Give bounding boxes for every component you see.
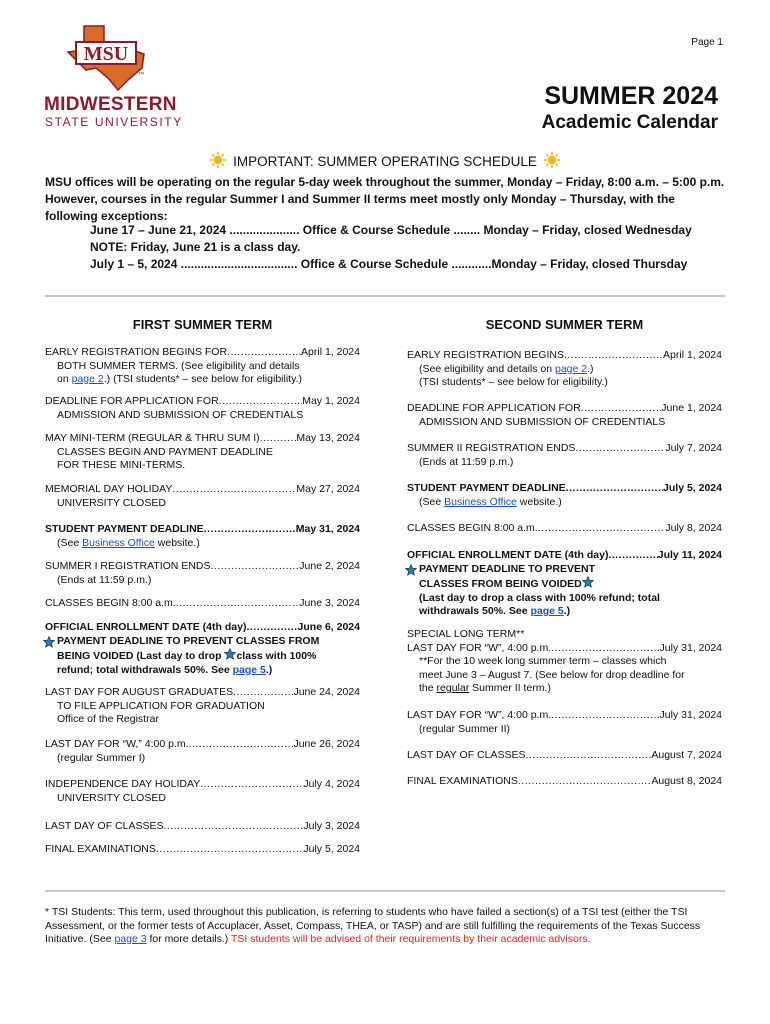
star-icon [43,636,55,648]
list-item: OFFICIAL ENROLLMENT DATE (4th day) ..... July 11, 2024 PAYMENT DEADLINE TO PREVENT CLASSES FROM BEING VOIDED (Last day to drop a class with 100% refund; total withdrawals 50%. See page 5.) [407,549,722,619]
list-item: EARLY REGISTRATION BEGINS ..... April 1, 2024 (See eligibility and details on page 2.) (TSI students* – see below for eligibility.) [407,349,722,390]
page-5-link[interactable]: page 5 [530,605,564,617]
logo-mark: MSU [83,43,129,65]
important-heading: IMPORTANT: SUMMER OPERATING SCHEDULE [0,152,770,169]
sun-icon [544,152,560,168]
texas-msu-logo-icon [66,22,148,92]
list-item: STUDENT PAYMENT DEADLINE ..... July 5, 2024 (See Business Office website.) [407,482,722,509]
list-item: MAY MINI-TERM (REGULAR & THRU SUM I) ..... May 13, 2024 CLASSES BEGIN AND PAYMENT DEADLINE FOR THESE MINI-TERMS. [45,432,360,473]
list-item: INDEPENDENCE DAY HOLIDAY ..... July 4, 2024 UNIVERSITY CLOSED [45,778,360,805]
list-item: LAST DAY FOR “W”, 4:00 p.m. ..... July 31, 2024 (regular Summer II) [407,709,722,736]
page-3-link[interactable]: page 3 [114,933,147,945]
second-summer-term [407,317,722,787]
sun-icon [210,152,226,168]
first-term-heading: FIRST SUMMER TERM [132,317,273,332]
university-subname: STATE UNIVERSITY [45,115,183,129]
divider [45,295,725,297]
star-icon [405,564,417,576]
list-item: SUMMER II REGISTRATION ENDS ..... July 7, 2024 (Ends at 11:59 p.m.) [407,442,722,469]
university-name: MIDWESTERN [44,94,177,115]
business-office-link[interactable]: Business Office [444,495,517,508]
page-subtitle: Academic Calendar [541,112,718,133]
list-item: EARLY REGISTRATION BEGINS FOR ..... April 1, 2024 BOTH SUMMER TERMS. (See eligibility and details on page 2.) (TSI students* – see below for eligibility.) [45,346,360,387]
list-item: LAST DAY OF CLASSES ..... July 3, 2024 [45,820,360,834]
exception-note: NOTE: Friday, June 21 is a class day. [90,240,301,254]
first-summer-term [45,317,360,855]
list-item: DEADLINE FOR APPLICATION FOR ..... May 1, 2024 ADMISSION AND SUBMISSION OF CREDENTIALS [45,395,360,422]
business-office-link[interactable]: Business Office [82,536,155,549]
list-item: FINAL EXAMINATIONS ..... August 8, 2024 [407,775,722,789]
list-item: SUMMER I REGISTRATION ENDS ..... June 2, 2024 (Ends at 11:59 p.m.) [45,560,360,587]
list-item: CLASSES BEGIN 8:00 a.m. ..... June 3, 2024 [45,597,360,611]
star-icon [582,576,594,588]
notice-body: MSU offices will be operating on the regular 5-day week throughout the summer, Monday – Friday, 8:00 a.m. – 5:00 p.m. However, courses in the regular Summer I and Summer II terms meet mostly only Monday – Thursday, with the following exceptions: [45,175,725,223]
list-item: LAST DAY FOR AUGUST GRADUATES ..... June 24, 2024 TO FILE APPLICATION FOR GRADUATION Office of the Registrar [45,686,360,727]
star-icon [224,648,236,660]
list-item: DEADLINE FOR APPLICATION FOR ..... June 1, 2024 ADMISSION AND SUBMISSION OF CREDENTIALS [407,402,722,429]
tsi-footnote: * TSI Students: This term, used throughout this publication, is referring to students who have failed a section(s) of a TSI test (either the TSI Assessment, or the former tests of Accuplacer, Asset, Compass, THEA, or TASP) and are still fulfilling the requirements of the Texas Success Initiative. (See page 3 for more details.) TSI students will be advised of their requirements by their academic advisors. [45,906,701,945]
list-item: OFFICIAL ENROLLMENT DATE (4th day) ..... June 6, 2024 PAYMENT DEADLINE TO PREVENT CLASSES FROM BEING VOIDED (Last day to drop class with 100% refund; total withdrawals 50%. See page 5.) [45,621,360,677]
second-term-heading: SECOND SUMMER TERM [485,317,644,332]
list-item: LAST DAY FOR “W,” 4:00 p.m. ..... June 26, 2024 (regular Summer I) [45,738,360,765]
page-2-link[interactable]: page 2 [555,362,588,375]
list-item: FINAL EXAMINATIONS ..... July 5, 2024 [45,843,360,857]
svg-text:™: ™ [138,72,144,78]
exception-1: June 17 – June 21, 2024 ..................... Office & Course Schedule ........ Monday – Friday, closed Wednesday [90,223,692,237]
list-item: STUDENT PAYMENT DEADLINE ..... May 31, 2024 (See Business Office website.) [45,523,360,550]
divider [45,890,725,892]
page-2-link[interactable]: page 2 [71,373,104,385]
exception-2: July 1 – 5, 2024 ................................... Office & Course Schedule ............Monday – Friday, closed Thursday [90,257,688,271]
list-item: SPECIAL LONG TERM** LAST DAY FOR “W”, 4:00 p.m. ..... July 31, 2024 **For the 10 week long summer term – classes which meet June 3 – August 7. (See below for drop deadline for the regular Summer II term.) [407,628,722,696]
list-item: CLASSES BEGIN 8:00 a.m. ..... July 8, 2024 [407,522,722,536]
university-logo [44,22,183,130]
page-number: Page 1 [691,37,723,48]
page-5-link[interactable]: page 5 [232,663,266,676]
list-item: LAST DAY OF CLASSES ..... August 7, 2024 [407,749,722,763]
page-title: SUMMER 2024 [544,82,718,110]
list-item: MEMORIAL DAY HOLIDAY ..... May 27, 2024 UNIVERSITY CLOSED [45,483,360,510]
